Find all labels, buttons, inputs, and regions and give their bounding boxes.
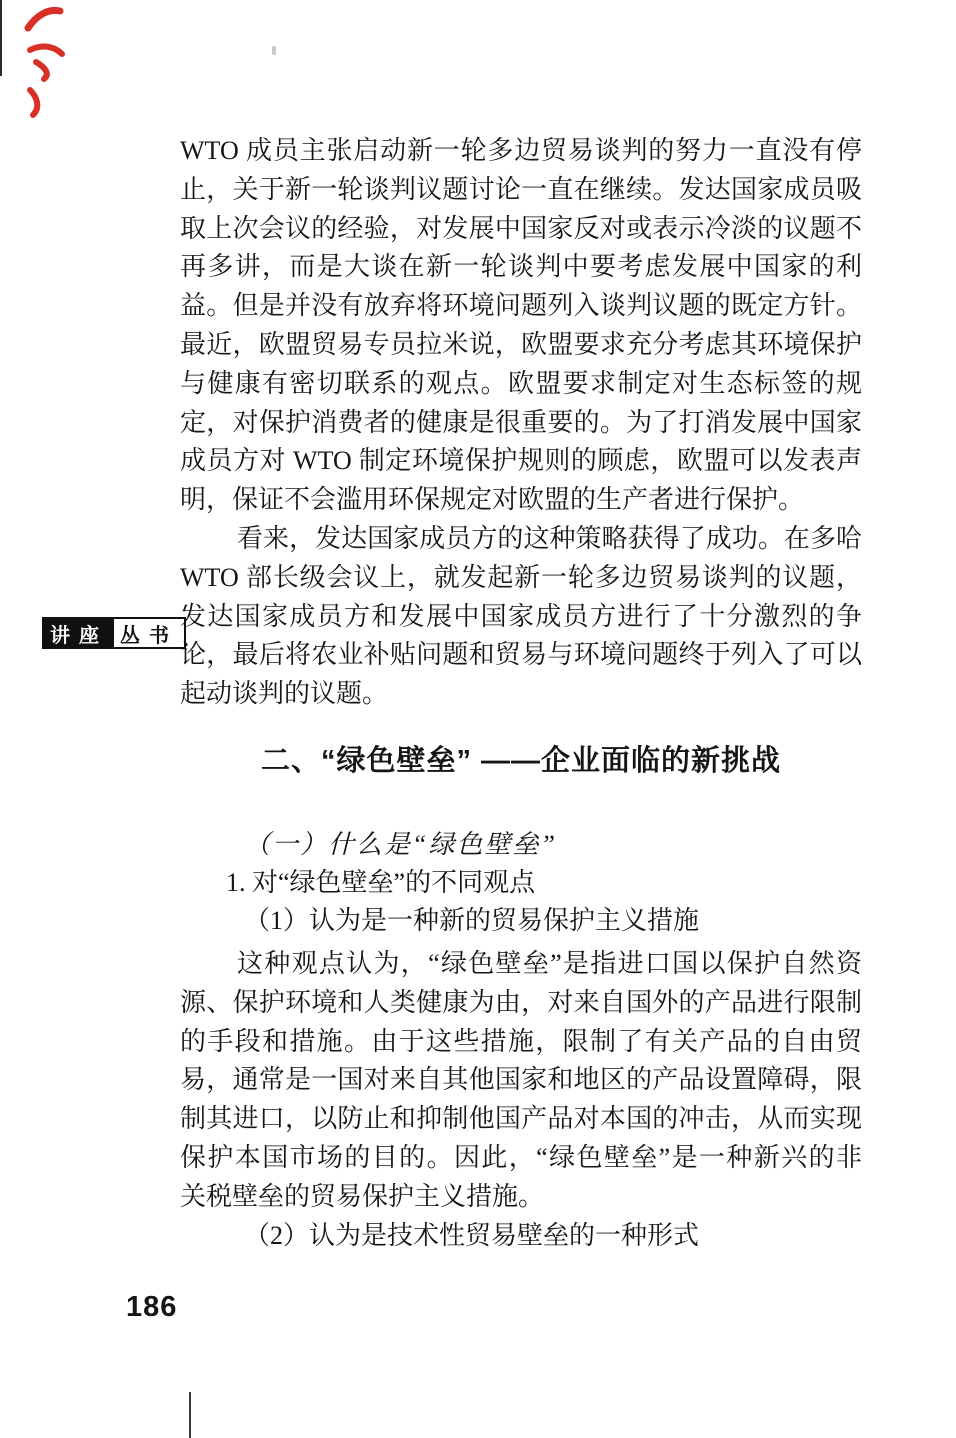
text-line: 取上次会议的经验，对发展中国家反对或表示冷淡的议题不 [180, 213, 862, 243]
text-line: 的手段和措施。由于这些措施，限制了有关产品的自由贸 [180, 1026, 862, 1056]
body-text [180, 132, 862, 714]
text-line: 明，保证不会滥用环保规定对欧盟的生产者进行保护。 [180, 485, 805, 515]
text-line: 与健康有密切联系的观点。欧盟要求制定对生态标签的规 [180, 368, 862, 398]
text-line: 论，最后将农业补贴问题和贸易与环境问题终于列入了可以 [180, 640, 862, 670]
red-pen-marks [18, 0, 74, 122]
series-badge-right: 丛书 [114, 619, 184, 647]
text-line: 成员方对 WTO 制定环境保护规则的顾虑，欧盟可以发表声 [180, 446, 862, 476]
text-line: 源、保护环境和人类健康为由，对来自国外的产品进行限制 [180, 987, 862, 1017]
text-line: 起动谈判的议题。 [180, 679, 389, 709]
scan-edge-line [0, 0, 2, 76]
text-line: 制其进口，以防止和抑制他国产品对本国的冲击，从而实现 [180, 1104, 862, 1134]
paragraph [180, 945, 862, 1217]
text-line: 保护本国市场的目的。因此，“绿色壁垒”是一种新兴的非 [180, 1142, 862, 1172]
subheading-level1: （一）什么是“绿色壁垒” [244, 830, 557, 859]
text-line: 这种观点认为，“绿色壁垒”是指进口国以保护自然资 [237, 949, 862, 978]
text-line: 定，对保护消费者的健康是很重要的。为了打消发展中国家 [180, 407, 862, 437]
text-line: 看来，发达国家成员方的这种策略获得了成功。在多哈 [237, 523, 862, 553]
page-number: 186 [126, 1291, 178, 1323]
section-heading: 二、“绿色壁垒” ——企业面临的新挑战 [260, 745, 782, 777]
text-line: WTO 部长级会议上，就发起新一轮多边贸易谈判的议题， [180, 562, 862, 592]
series-badge [42, 617, 186, 649]
text-line: 发达国家成员方和发展中国家成员方进行了十分激烈的争 [180, 601, 862, 631]
body-text [180, 945, 862, 1217]
subheading-level3: （2）认为是技术性贸易壁垒的一种形式 [244, 1221, 700, 1250]
text-line: 止，关于新一轮谈判议题讨论一直在继续。发达国家成员吸 [180, 174, 862, 204]
text-line: 益。但是并没有放弃将环境问题列入谈判议题的既定方针。 [180, 291, 862, 321]
text-line: 再多讲，而是大谈在新一轮谈判中要考虑发展中国家的利 [180, 252, 862, 282]
paragraph [180, 132, 862, 520]
scan-artifact-line [189, 1392, 191, 1438]
series-badge-left: 讲座 [44, 619, 114, 647]
text-line: WTO 成员主张启动新一轮多边贸易谈判的努力一直没有停 [180, 136, 862, 165]
subheading-level3: （1）认为是一种新的贸易保护主义措施 [244, 906, 700, 935]
paragraph [180, 520, 862, 714]
subheading-level2: 1. 对“绿色壁垒”的不同观点 [226, 868, 536, 897]
text-line: 易，通常是一国对来自其他国家和地区的产品设置障碍，限 [180, 1065, 862, 1095]
text-line: 关税壁垒的贸易保护主义措施。 [180, 1181, 545, 1211]
scan-speck [272, 46, 276, 55]
text-line: 最近，欧盟贸易专员拉米说，欧盟要求充分考虑其环境保护 [180, 329, 862, 359]
